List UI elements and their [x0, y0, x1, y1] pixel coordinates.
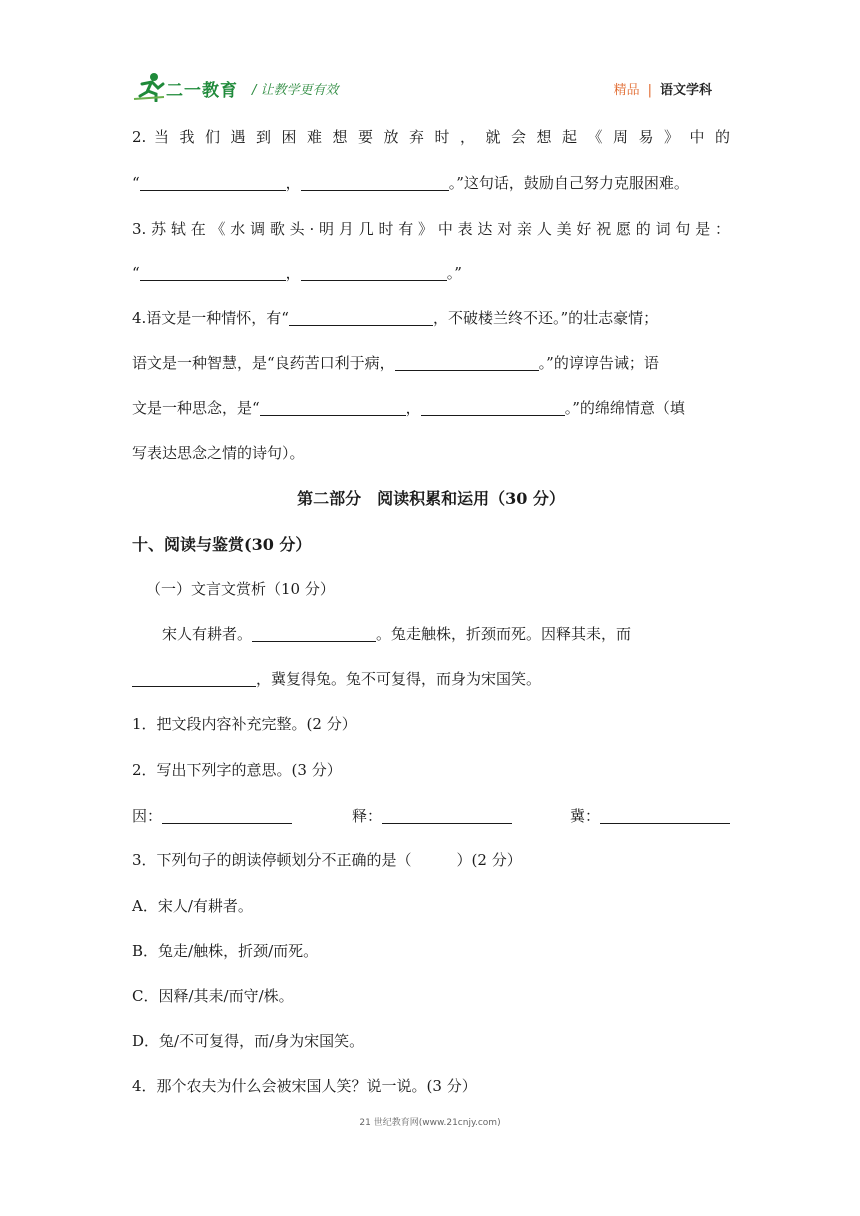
part2-title: 第二部分 阅读积累和运用（30 分）	[297, 489, 565, 508]
option-c[interactable]: C．因释/其耒/而守/株。	[132, 987, 294, 1005]
q4-l1-b: ，不破楼兰终不还。”的壮志豪情；	[432, 309, 659, 327]
q3-blank-1[interactable]	[140, 264, 286, 281]
q3-line-2	[132, 262, 730, 284]
section-10-title: 十、阅读与鉴赏(30 分）	[132, 535, 312, 554]
subject-label: 语文学科	[659, 83, 712, 98]
ji-text: 冀：	[570, 807, 601, 825]
passage-b: 。兔走触株，折颈而死。因释其耒，而	[376, 625, 632, 643]
page-header	[132, 70, 732, 106]
logo-text: 二一教育	[166, 81, 238, 101]
q2-blank-1[interactable]	[140, 174, 286, 191]
logo	[132, 72, 244, 102]
q2-line-2	[132, 172, 730, 194]
passage-line-1	[162, 623, 730, 645]
slogan: / 让教学更有效	[252, 83, 339, 98]
q3-blank-2[interactable]	[301, 264, 447, 281]
subsection-1-title: （一）文言文赏析（10 分）	[146, 580, 335, 598]
ji-label	[570, 805, 730, 827]
q3-line-1: 3.苏轼在《水调歌头·明月几时有》中表达对亲人美好祝愿的词句是：	[132, 220, 730, 238]
q4-l3-b: ，	[405, 399, 421, 417]
q4-l2-b: 。”的谆谆告诫；语	[538, 354, 659, 372]
q2-comma: ，	[285, 174, 301, 192]
q4-l3-a: 文是一种思念，是“	[132, 399, 260, 417]
passage-blank-1[interactable]	[252, 625, 376, 642]
q2-open-quote: “	[132, 174, 140, 192]
quality-label: 精品	[613, 83, 640, 98]
q3-open-quote: “	[132, 264, 140, 282]
q3-comma: ，	[285, 264, 301, 282]
q4-line-2	[132, 352, 730, 374]
shi-label	[352, 805, 512, 827]
q4-line-1	[132, 307, 730, 329]
question-4: 4．那个农夫为什么会被宋国人笑？说一说。(3 分）	[132, 1077, 477, 1095]
passage-line-2	[132, 668, 730, 690]
q4-line-4: 写表达思念之情的诗句）。	[132, 444, 305, 462]
q4-l3-c: 。”的绵绵情意（填	[564, 399, 685, 417]
option-a[interactable]: A．宋人/有耕者。	[132, 897, 253, 915]
passage-a: 宋人有耕者。	[162, 625, 253, 643]
question-1: 1．把文段内容补充完整。(2 分）	[132, 715, 357, 733]
runner-logo-icon	[132, 72, 166, 102]
q4-blank-1[interactable]	[289, 309, 433, 326]
q2-line-1: 2. 当 我 们 遇 到 困 难 想 要 放 弃 时 ， 就 会 想 起 《 周 易 》 中 的	[132, 128, 730, 146]
shi-blank[interactable]	[382, 807, 512, 824]
question-3: 3．下列句子的朗读停顿划分不正确的是（ ）(2 分）	[132, 851, 522, 869]
header-subject	[614, 79, 712, 98]
yin-label	[132, 805, 292, 827]
passage-blank-2[interactable]	[132, 670, 256, 687]
ji-blank[interactable]	[600, 807, 730, 824]
option-b[interactable]: B．兔走/触株，折颈/而死。	[132, 942, 319, 960]
header-separator: |	[647, 83, 652, 98]
yin-text: 因：	[132, 807, 163, 825]
q4-line-3	[132, 397, 730, 419]
q4-l1-a: 4.语文是一种情怀，有“	[132, 309, 289, 327]
q4-blank-4[interactable]	[421, 399, 565, 416]
question-2: 2．写出下列字的意思。(3 分）	[132, 761, 342, 779]
passage-c: ，冀复得兔。兔不可复得，而身为宋国笑。	[256, 670, 542, 688]
q2-tail: 。”这句话，鼓励自己努力克服困难。	[448, 174, 689, 192]
yin-blank[interactable]	[162, 807, 292, 824]
q4-l2-a: 语文是一种智慧，是“良药苦口利于病，	[132, 354, 395, 372]
page-footer: 21 世纪教育网(www.21cnjy.com)	[359, 1118, 501, 1128]
q4-blank-3[interactable]	[260, 399, 406, 416]
q4-blank-2[interactable]	[395, 354, 539, 371]
shi-text: 释：	[352, 807, 383, 825]
q2-blank-2[interactable]	[301, 174, 449, 191]
option-d[interactable]: D．兔/不可复得，而/身为宋国笑。	[132, 1032, 365, 1050]
q3-tail: 。”	[446, 264, 462, 282]
